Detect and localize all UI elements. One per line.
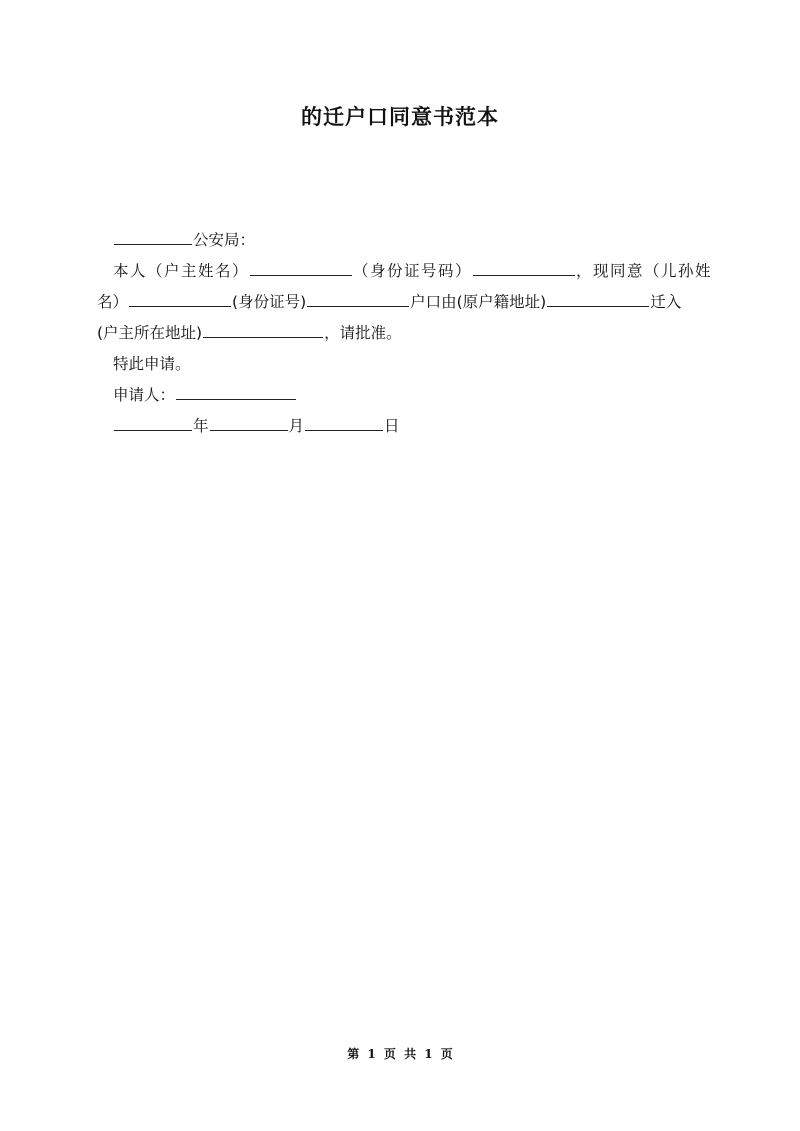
- body-line-3: [97, 318, 707, 349]
- blank-original-address[interactable]: [547, 291, 649, 307]
- applicant-label: 申请人：: [113, 386, 176, 404]
- blank-month[interactable]: [210, 415, 288, 431]
- applicant-line: [97, 380, 723, 411]
- text-approve: ，请批准。: [324, 324, 402, 342]
- text-month: 月: [288, 417, 305, 435]
- text-householder-name: 本人（户主姓名）: [113, 262, 250, 280]
- text-original-address: 户口由(原户籍地址): [410, 293, 547, 311]
- body-line-1: [97, 256, 723, 287]
- date-line: [97, 411, 723, 442]
- addressee-suffix: 公安局：: [193, 231, 256, 249]
- blank-householder-address[interactable]: [203, 322, 323, 338]
- blank-householder-name[interactable]: [250, 260, 352, 276]
- text-move-in: 迁入: [650, 293, 682, 311]
- addressee-line: [97, 225, 723, 256]
- blank-descendant-name[interactable]: [129, 291, 231, 307]
- blank-day[interactable]: [305, 415, 383, 431]
- document-title: 的迁户口同意书范本: [301, 105, 499, 129]
- blank-police-station[interactable]: [114, 229, 192, 245]
- text-descendant-name: 名）: [97, 293, 129, 311]
- body-line-2: [97, 287, 707, 318]
- text-year: 年: [193, 417, 209, 435]
- text-householder-address: (户主所在地址): [97, 324, 203, 342]
- blank-descendant-id[interactable]: [307, 291, 409, 307]
- closing-line: 特此申请。: [113, 355, 191, 373]
- blank-year[interactable]: [114, 415, 192, 431]
- page-footer: 第 1 页 共 1 页: [347, 1047, 453, 1061]
- text-day: 日: [384, 417, 400, 435]
- text-descendant-id: (身份证号): [232, 293, 307, 311]
- text-agree: ，现同意（儿孙姓: [576, 262, 713, 280]
- blank-applicant[interactable]: [176, 384, 296, 400]
- text-id-number: （身份证号码）: [353, 262, 473, 280]
- blank-id-number[interactable]: [473, 260, 575, 276]
